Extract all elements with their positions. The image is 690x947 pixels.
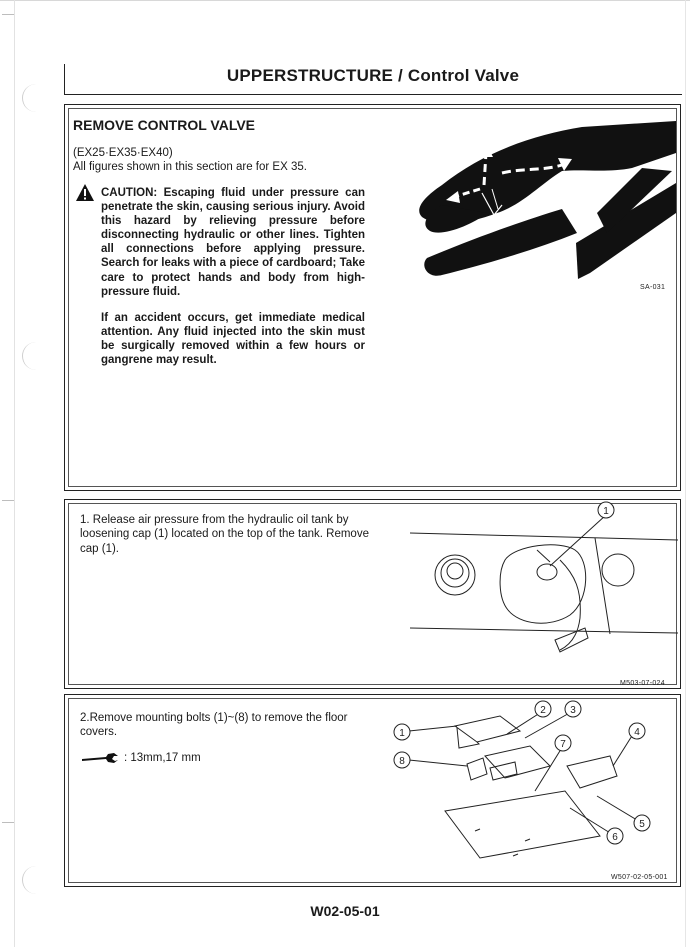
step1-callout-1: 1 bbox=[603, 506, 609, 517]
margin-tick bbox=[2, 14, 14, 15]
accident-warning-text: If an accident occurs, get immediate medical attention. Any fluid injected into the skin must be surgically removed within a few hours or gangrene may result. bbox=[101, 312, 365, 367]
margin-tick bbox=[2, 822, 14, 823]
header-rule bbox=[64, 94, 682, 95]
binder-hole-mark bbox=[22, 342, 37, 370]
floor-cover-bolts-illustration bbox=[385, 696, 677, 876]
wrench-icon bbox=[80, 752, 120, 764]
step2-callout-3: 3 bbox=[570, 705, 576, 716]
step-2-text: 2.Remove mounting bolts (1)~(8) to remove the floor covers. bbox=[80, 712, 348, 739]
page-header-title: UPPERSTRUCTURE / Control Valve bbox=[226, 66, 520, 85]
figure-id-m503: M503-07-024 bbox=[620, 680, 665, 687]
step-1-text: 1. Release air pressure from the hydraulic oil tank by loosening cap (1) located on the top of the tank. Remove cap (1). bbox=[80, 514, 369, 555]
figure-note: All figures shown in this section are for EX 35. bbox=[73, 161, 307, 173]
step2-callout-1: 1 bbox=[399, 728, 405, 739]
step2-callout-8: 8 bbox=[399, 756, 405, 767]
caution-text: CAUTION: Escaping fluid under pressure can penetrate the skin, causing serious injury. Avoid this hazard by relieving pressure before disconnecting hydraulic or other lines. Tighten all connections before applying pressure. Search for leaks with a piece of cardboard; Take care to protect hands and body from high-pressure fluid. bbox=[101, 187, 365, 298]
fluid-injection-hazard-illustration bbox=[412, 113, 676, 279]
page-top-edge bbox=[0, 0, 690, 1]
margin-tick bbox=[2, 500, 14, 501]
hydraulic-tank-cap-illustration bbox=[410, 500, 678, 678]
page-number: W02-05-01 bbox=[310, 903, 380, 919]
binder-hole-mark bbox=[22, 84, 37, 112]
tool-spec bbox=[80, 752, 201, 764]
page-right-edge bbox=[685, 0, 686, 947]
binder-hole-mark bbox=[22, 866, 37, 894]
model-list: (EX25·EX35·EX40) bbox=[73, 147, 173, 159]
section-title: REMOVE CONTROL VALVE bbox=[73, 117, 256, 133]
step2-callout-6: 6 bbox=[612, 832, 618, 843]
figure-id-sa-031: SA-031 bbox=[640, 284, 666, 291]
step2-callout-4: 4 bbox=[634, 727, 640, 738]
step2-callout-2: 2 bbox=[540, 705, 546, 716]
caution-icon bbox=[75, 183, 95, 202]
page-left-edge bbox=[14, 0, 15, 947]
tool-size-text: : 13mm,17 mm bbox=[124, 752, 201, 764]
step2-callout-7: 7 bbox=[560, 739, 566, 750]
step2-callout-5: 5 bbox=[639, 819, 645, 830]
figure-id-w507: W507-02-05-001 bbox=[611, 874, 668, 881]
